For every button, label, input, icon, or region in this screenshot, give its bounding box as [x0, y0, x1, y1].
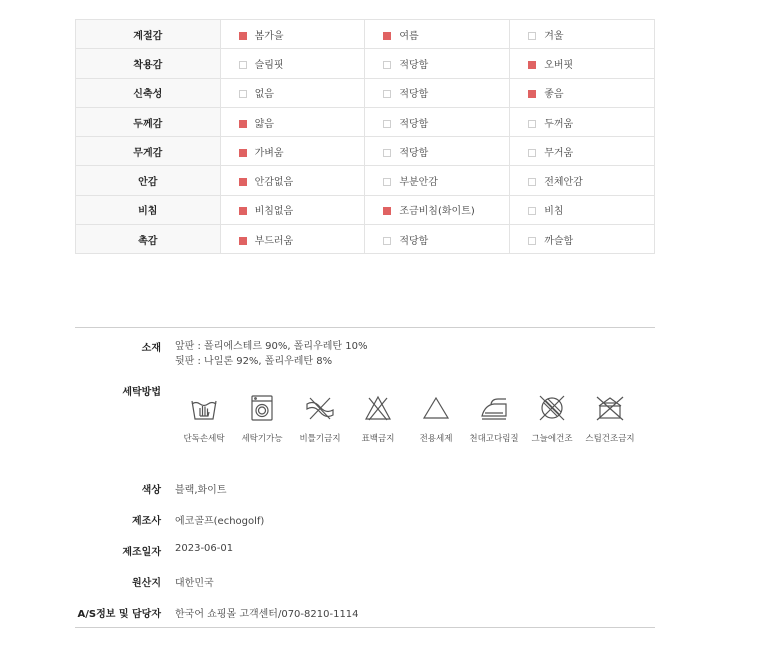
attribute-option [510, 225, 655, 254]
as-info-row [75, 596, 655, 627]
manufacture-date-label: 제조일자 [122, 547, 161, 558]
product-attribute-table [75, 19, 655, 254]
care-label: 세탁기가능 [241, 434, 283, 444]
care-item [175, 393, 233, 444]
attribute-row [76, 195, 655, 224]
attribute-row [76, 107, 655, 136]
unchecked-box-icon [383, 237, 391, 245]
machine-wash-icon [247, 393, 277, 423]
unchecked-box-icon [383, 149, 391, 157]
attribute-option [510, 166, 655, 195]
attribute-label: 신축성 [76, 78, 221, 107]
attribute-option-label: 안감없음 [254, 177, 294, 189]
unchecked-box-icon [383, 90, 391, 98]
attribute-option-label: 전체안감 [544, 177, 583, 189]
attribute-row [76, 166, 655, 195]
attribute-option [220, 225, 365, 254]
attribute-label: 촉감 [76, 225, 221, 254]
attribute-option-label: 적당함 [399, 59, 429, 71]
unchecked-box-icon [528, 149, 536, 157]
origin-label: 원산지 [132, 578, 161, 589]
attribute-label: 무게감 [76, 137, 221, 166]
attribute-option [365, 107, 510, 136]
attribute-option-label: 비침없음 [254, 206, 294, 218]
unchecked-box-icon [528, 237, 536, 245]
checked-box-icon [383, 32, 391, 40]
attribute-option-label: 적당함 [399, 89, 429, 101]
attribute-option-label: 겨울 [544, 30, 564, 42]
attribute-option [365, 49, 510, 78]
attribute-option-label: 오버핏 [544, 59, 574, 71]
material-value [175, 339, 367, 369]
attribute-option [220, 107, 365, 136]
attribute-option [510, 49, 655, 78]
attribute-row [76, 137, 655, 166]
color-row [75, 472, 655, 503]
attribute-option-label: 비침 [544, 206, 564, 218]
unchecked-box-icon [383, 120, 391, 128]
detergent-triangle-icon [421, 393, 451, 423]
unchecked-box-icon [528, 32, 536, 40]
product-info-section [75, 327, 655, 628]
wash-method-label: 세탁방법 [122, 387, 161, 398]
no-tumble-dry-icon [595, 393, 625, 423]
maker-label: 제조사 [132, 516, 161, 527]
attribute-option [510, 137, 655, 166]
attribute-option [365, 137, 510, 166]
attribute-option-label: 적당함 [399, 118, 429, 130]
color-value: 블랙,화이트 [175, 485, 227, 496]
attribute-label: 안감 [76, 166, 221, 195]
attribute-option-label: 슬림핏 [254, 59, 284, 71]
attribute-row [76, 78, 655, 107]
unchecked-box-icon [383, 178, 391, 186]
checked-box-icon [383, 207, 391, 215]
iron-icon [479, 393, 509, 423]
checked-box-icon [239, 237, 247, 245]
unchecked-box-icon [528, 120, 536, 128]
unchecked-box-icon [239, 90, 247, 98]
checked-box-icon [528, 90, 536, 98]
checked-box-icon [239, 207, 247, 215]
manufacture-date-value: 2023-06-01 [175, 543, 234, 554]
unchecked-box-icon [239, 61, 247, 69]
care-label: 천대고다림질 [469, 434, 519, 444]
attribute-option-label: 적당함 [399, 235, 429, 247]
care-label: 전용세제 [419, 434, 453, 444]
attribute-option [220, 49, 365, 78]
no-wring-icon [305, 393, 335, 423]
material-row [75, 328, 655, 375]
care-label: 표백금지 [361, 434, 395, 444]
attribute-option [220, 78, 365, 107]
attribute-label: 비침 [76, 195, 221, 224]
attribute-option-label: 좋음 [544, 89, 564, 101]
attribute-option-label: 얇음 [254, 118, 274, 130]
attribute-option [220, 166, 365, 195]
attribute-option [220, 195, 365, 224]
attribute-option-label: 무거움 [544, 147, 574, 159]
checked-box-icon [239, 178, 247, 186]
attribute-option-label: 부드러움 [254, 235, 294, 247]
attribute-label: 계절감 [76, 20, 221, 49]
origin-row [75, 565, 655, 596]
attribute-row [76, 225, 655, 254]
unchecked-box-icon [383, 61, 391, 69]
attribute-option-label: 부분안감 [399, 177, 438, 189]
checked-box-icon [239, 120, 247, 128]
care-item [581, 393, 639, 444]
care-label: 단독손세탁 [183, 434, 225, 444]
care-item [465, 393, 523, 444]
wash-method-row [75, 375, 655, 472]
unchecked-box-icon [528, 178, 536, 186]
attribute-option [365, 20, 510, 49]
attribute-option-label: 없음 [254, 89, 274, 101]
manufacture-date-row [75, 534, 655, 565]
attribute-label: 두께감 [76, 107, 221, 136]
checked-box-icon [239, 149, 247, 157]
maker-value: 에코골프(echogolf) [175, 516, 265, 527]
attribute-option [510, 107, 655, 136]
color-label: 색상 [141, 485, 161, 496]
care-item [349, 393, 407, 444]
material-front: 앞판 : 폴리에스테르 90%, 폴리우레탄 10% [175, 341, 368, 352]
as-info-label: A/S정보 및 담당자 [77, 609, 161, 620]
attribute-option-label: 두꺼움 [544, 118, 574, 130]
attribute-option-label: 봄가을 [254, 30, 284, 42]
care-item [233, 393, 291, 444]
care-label: 스팀건조금지 [585, 434, 635, 444]
material-back: 뒷판 : 나일론 92%, 폴리우레탄 8% [175, 356, 333, 367]
shade-dry-icon [537, 393, 567, 423]
material-label: 소재 [141, 343, 161, 354]
attribute-option-label: 가벼움 [254, 147, 284, 159]
attribute-option [510, 78, 655, 107]
care-label: 그늘에건조 [531, 434, 573, 444]
attribute-row [76, 49, 655, 78]
attribute-option [510, 195, 655, 224]
attribute-row [76, 20, 655, 49]
attribute-option [365, 225, 510, 254]
care-item [291, 393, 349, 444]
attribute-option [365, 78, 510, 107]
maker-row [75, 503, 655, 534]
checked-box-icon [239, 32, 247, 40]
hand-wash-icon [189, 393, 219, 423]
attribute-option-label: 여름 [399, 30, 419, 42]
attribute-option-label: 까슬함 [544, 235, 574, 247]
attribute-label: 착용감 [76, 49, 221, 78]
unchecked-box-icon [528, 207, 536, 215]
attribute-option [220, 137, 365, 166]
care-item [523, 393, 581, 444]
care-label: 비틀기금지 [299, 434, 341, 444]
attribute-option [220, 20, 365, 49]
attribute-option [365, 166, 510, 195]
care-symbol-list [175, 393, 639, 444]
no-bleach-icon [363, 393, 393, 423]
checked-box-icon [528, 61, 536, 69]
attribute-option [365, 195, 510, 224]
attribute-option-label: 적당함 [399, 147, 429, 159]
care-item [407, 393, 465, 444]
attribute-option [510, 20, 655, 49]
as-info-value: 한국어 쇼핑몰 고객센터/070-8210-1114 [175, 609, 359, 620]
origin-value: 대한민국 [175, 578, 214, 589]
attribute-option-label: 조금비침(화이트) [399, 206, 475, 218]
